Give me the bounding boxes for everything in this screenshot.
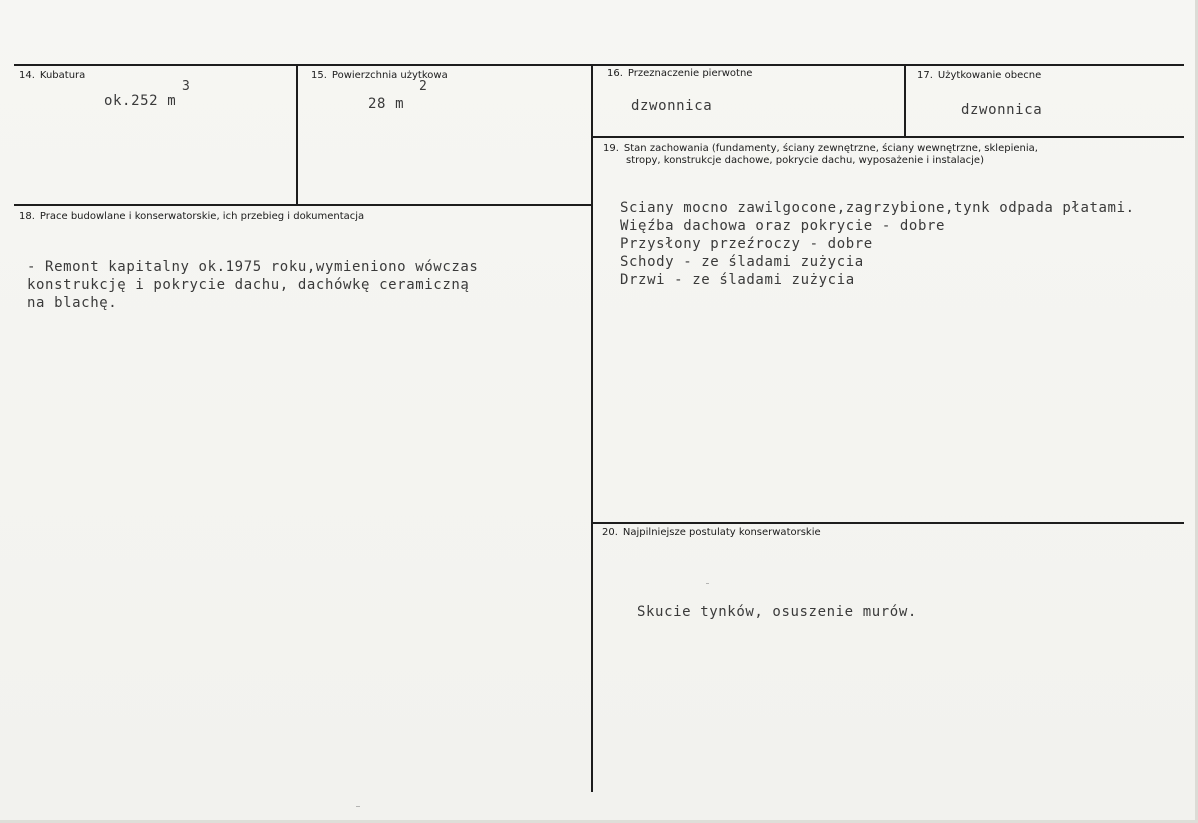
rule-under-14-15 <box>14 204 592 206</box>
field-19-line-1: Sciany mocno zawilgocone,zagrzybione,tynk odpada płatami. <box>620 200 1135 216</box>
paper-speck <box>706 583 709 584</box>
field-15-exponent: 2 <box>419 79 427 94</box>
field-18-title: Prace budowlane i konserwatorskie, ich przebieg i dokumentacja <box>39 211 365 222</box>
field-15-title: Powierzchnia użytkowa <box>331 70 448 81</box>
field-17-label <box>917 69 1041 82</box>
field-19-title-line2: stropy, konstrukcje dachowe, pokrycie dachu, wyposażenie i instalacje) <box>626 155 984 166</box>
field-14-value: ok.252 m <box>104 93 177 109</box>
field-15-value: 28 m <box>368 96 405 112</box>
field-16-title: Przeznaczenie pierwotne <box>627 68 753 79</box>
top-rule <box>14 64 1184 66</box>
field-15-label <box>311 69 448 82</box>
field-15-number: 15. <box>311 70 327 81</box>
divider-14-15 <box>296 64 298 204</box>
divider-16-17 <box>904 64 906 137</box>
field-14-title: Kubatura <box>39 70 86 81</box>
field-16-value: dzwonnica <box>631 98 713 114</box>
field-18-line-2: konstrukcję i pokrycie dachu, dachówkę ceramiczną <box>27 277 470 293</box>
field-17-title: Użytkowanie obecne <box>937 70 1042 81</box>
field-14-exponent: 3 <box>182 79 190 94</box>
rule-under-16-17 <box>593 136 1184 138</box>
field-18-line-3: na blachę. <box>27 295 118 311</box>
divider-main <box>591 64 593 792</box>
field-18-number: 18. <box>19 211 35 222</box>
field-18-text <box>27 258 478 312</box>
field-19-line-5: Drzwi - ze śladami zużycia <box>620 272 855 288</box>
field-20-title: Najpilniejsze postulaty konserwatorskie <box>622 527 821 538</box>
field-19-text <box>620 199 1135 289</box>
field-19-title-line1: Stan zachowania (fundamenty, ściany zewnętrzne, ściany wewnętrzne, sklepienia, <box>623 143 1038 154</box>
paper-speck <box>356 806 360 807</box>
field-19-line-2: Więźba dachowa oraz pokrycie - dobre <box>620 218 946 234</box>
field-14-number: 14. <box>19 70 35 81</box>
field-17-number: 17. <box>917 70 933 81</box>
field-20-value: Skucie tynków, osuszenie murów. <box>637 604 917 620</box>
field-16-label <box>607 67 752 80</box>
field-18-label <box>19 210 364 223</box>
field-19-line-4: Schody - ze śladami zużycia <box>620 254 864 270</box>
field-19-line-3: Przysłony przeźroczy - dobre <box>620 236 873 252</box>
field-17-value: dzwonnica <box>961 102 1043 118</box>
field-19-number: 19. <box>603 143 619 154</box>
rule-above-20 <box>593 522 1184 524</box>
field-14-label <box>19 69 85 82</box>
field-18-line-1: - Remont kapitalny ok.1975 roku,wymieniono wówczas <box>27 259 479 275</box>
field-19-label-line2 <box>626 154 984 167</box>
field-16-number: 16. <box>607 68 623 79</box>
field-20-label <box>602 526 821 539</box>
field-20-number: 20. <box>602 527 618 538</box>
